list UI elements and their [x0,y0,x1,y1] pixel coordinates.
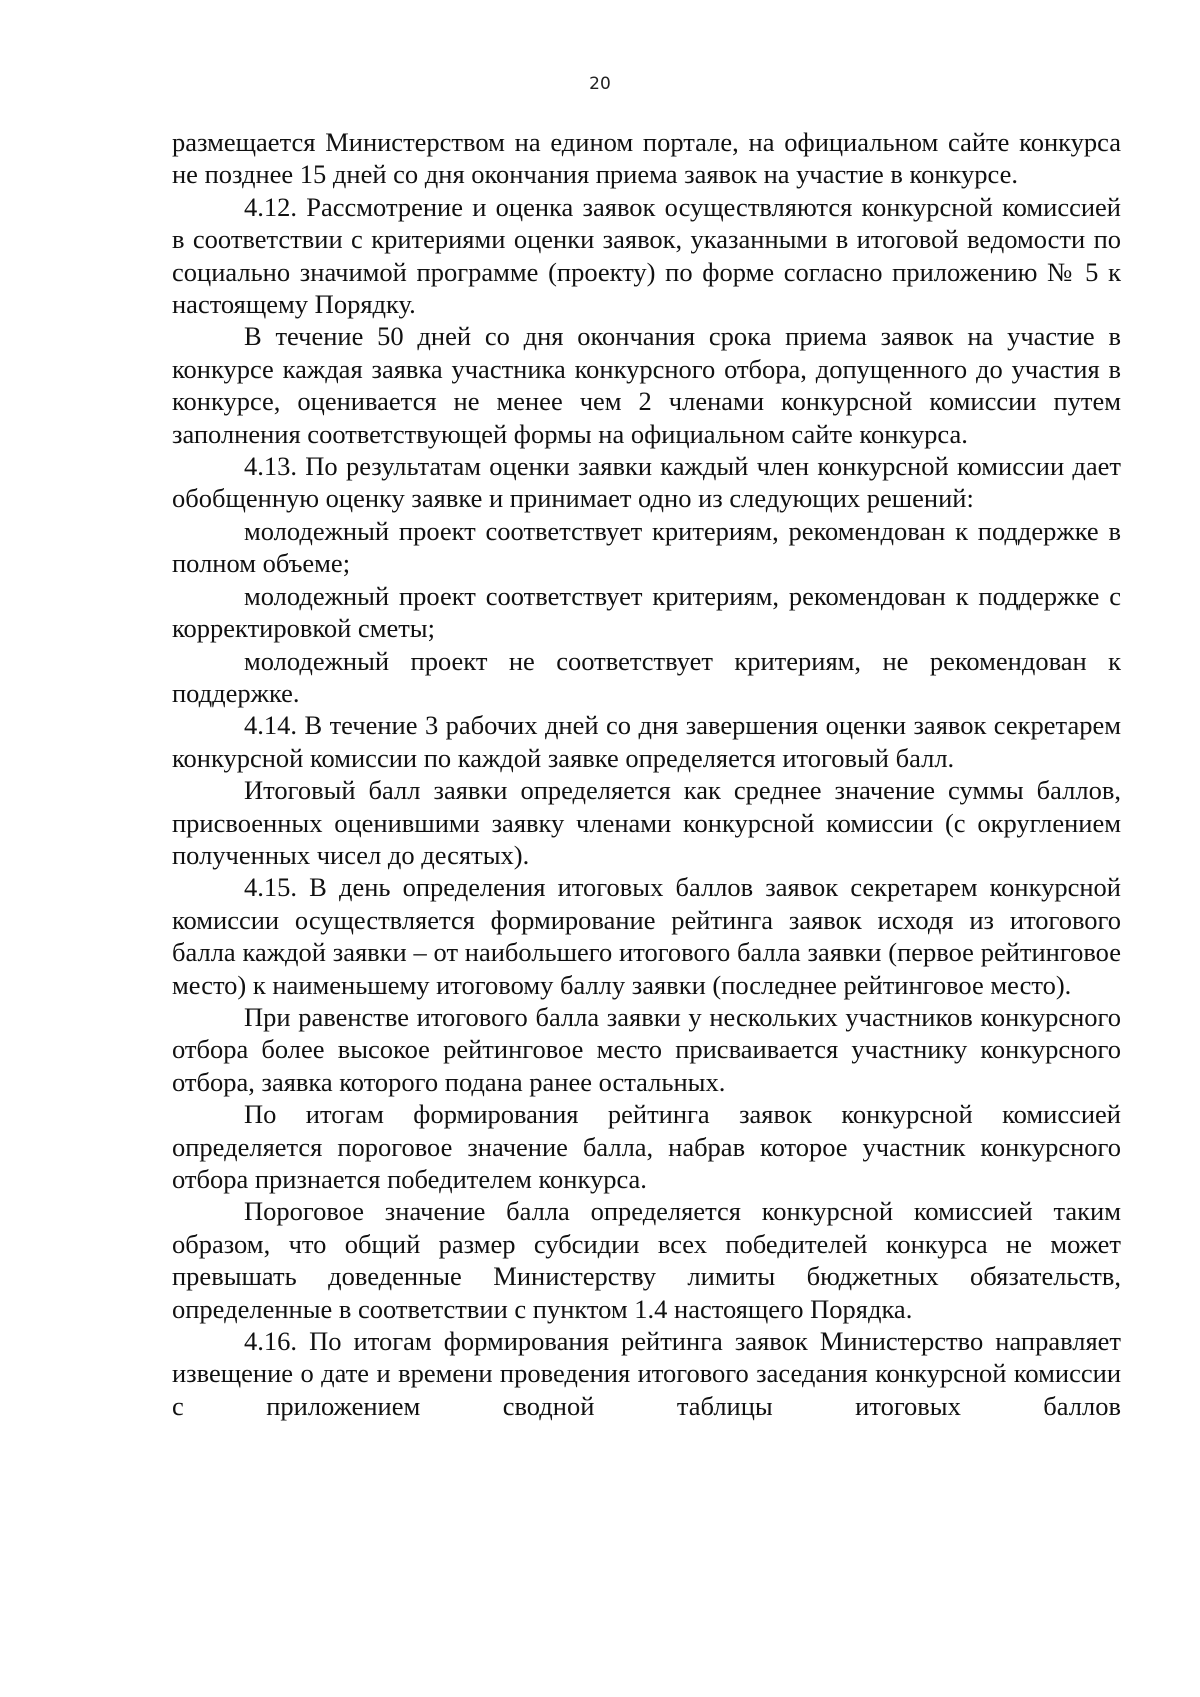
document-body [172,126,1121,1422]
paragraph-4-12: 4.12. Рассмотрение и оценка заявок осуществляются конкурсной комиссией в соответствии с критериями оценки заявок, указанными в итоговой ведомости по социально значимой программе (проекту) по форме согласно приложению № 5 к настоящему Порядку. [172,191,1121,320]
paragraph-4-14: 4.14. В течение 3 рабочих дней со дня завершения оценки заявок секретарем конкурсной комиссии по каждой заявке определяется итоговый балл. [172,710,1121,773]
decision-option-not-recommended: молодежный проект не соответствует критериям, не рекомендован к поддержке. [172,645,1121,708]
paragraph-tie-rule: При равенстве итогового балла заявки у нескольких участников конкурсного отбора более высокое рейтинговое место присваивается участнику конкурсного отбора, заявка которого подана ранее остальных. [172,1001,1121,1097]
paragraph-threshold-definition: Пороговое значение балла определяется конкурсной комиссией таким образом, что общий размер субсидии всех победителей конкурса не может превышать доведенные Министерству лимиты бюджетных обязательств, определенные в соответствии с пунктом 1.4 настоящего Порядка. [172,1196,1121,1324]
decision-option-full-support: молодежный проект соответствует критериям, рекомендован к поддержке в полном объеме; [172,515,1121,579]
decision-option-adjusted-estimate: молодежный проект соответствует критериям, рекомендован к поддержке с корректировкой сметы; [172,580,1121,644]
paragraph-4-13: 4.13. По результатам оценки заявки каждый член конкурсной комиссии дает обобщенную оценку заявке и принимает одно из следующих решений: [172,451,1121,514]
page-number: 20 [589,74,611,94]
paragraph-4-15: 4.15. В день определения итоговых баллов заявок секретарем конкурсной комиссии осуществляется формирование рейтинга заявок исходя из итогового балла каждой заявки – от наибольшего итогового балла заявки (первое рейтинговое место) к наименьшему итоговому баллу заявки (последнее рейтинговое место). [172,872,1121,1000]
paragraph-evaluation-period: В течение 50 дней со дня окончания срока приема заявок на участие в конкурсе каждая заявка участника конкурсного отбора, допущенного до участия в конкурсе, оценивается не менее чем 2 членами конкурсной комиссии путем заполнения соответствующей формы на официальном сайте конкурса. [172,321,1121,449]
paragraph-final-score: Итоговый балл заявки определяется как среднее значение суммы баллов, присвоенных оценившими заявку членами конкурсной комиссии (с округлением полученных чисел до десятых). [172,775,1121,870]
paragraph-threshold: По итогам формирования рейтинга заявок конкурсной комиссией определяется пороговое значение балла, набрав которое участник конкурсного отбора признается победителем конкурса. [172,1099,1121,1194]
paragraph-continuation: размещается Министерством на едином портале, на официальном сайте конкурса не позднее 15 дней со дня окончания приема заявок на участие в конкурсе. [172,127,1121,190]
paragraph-4-16: 4.16. По итогам формирования рейтинга заявок Министерство направляет извещение о дате и времени проведения итогового заседания конкурсной комиссии с приложением сводной таблицы итоговых баллов [172,1326,1121,1421]
